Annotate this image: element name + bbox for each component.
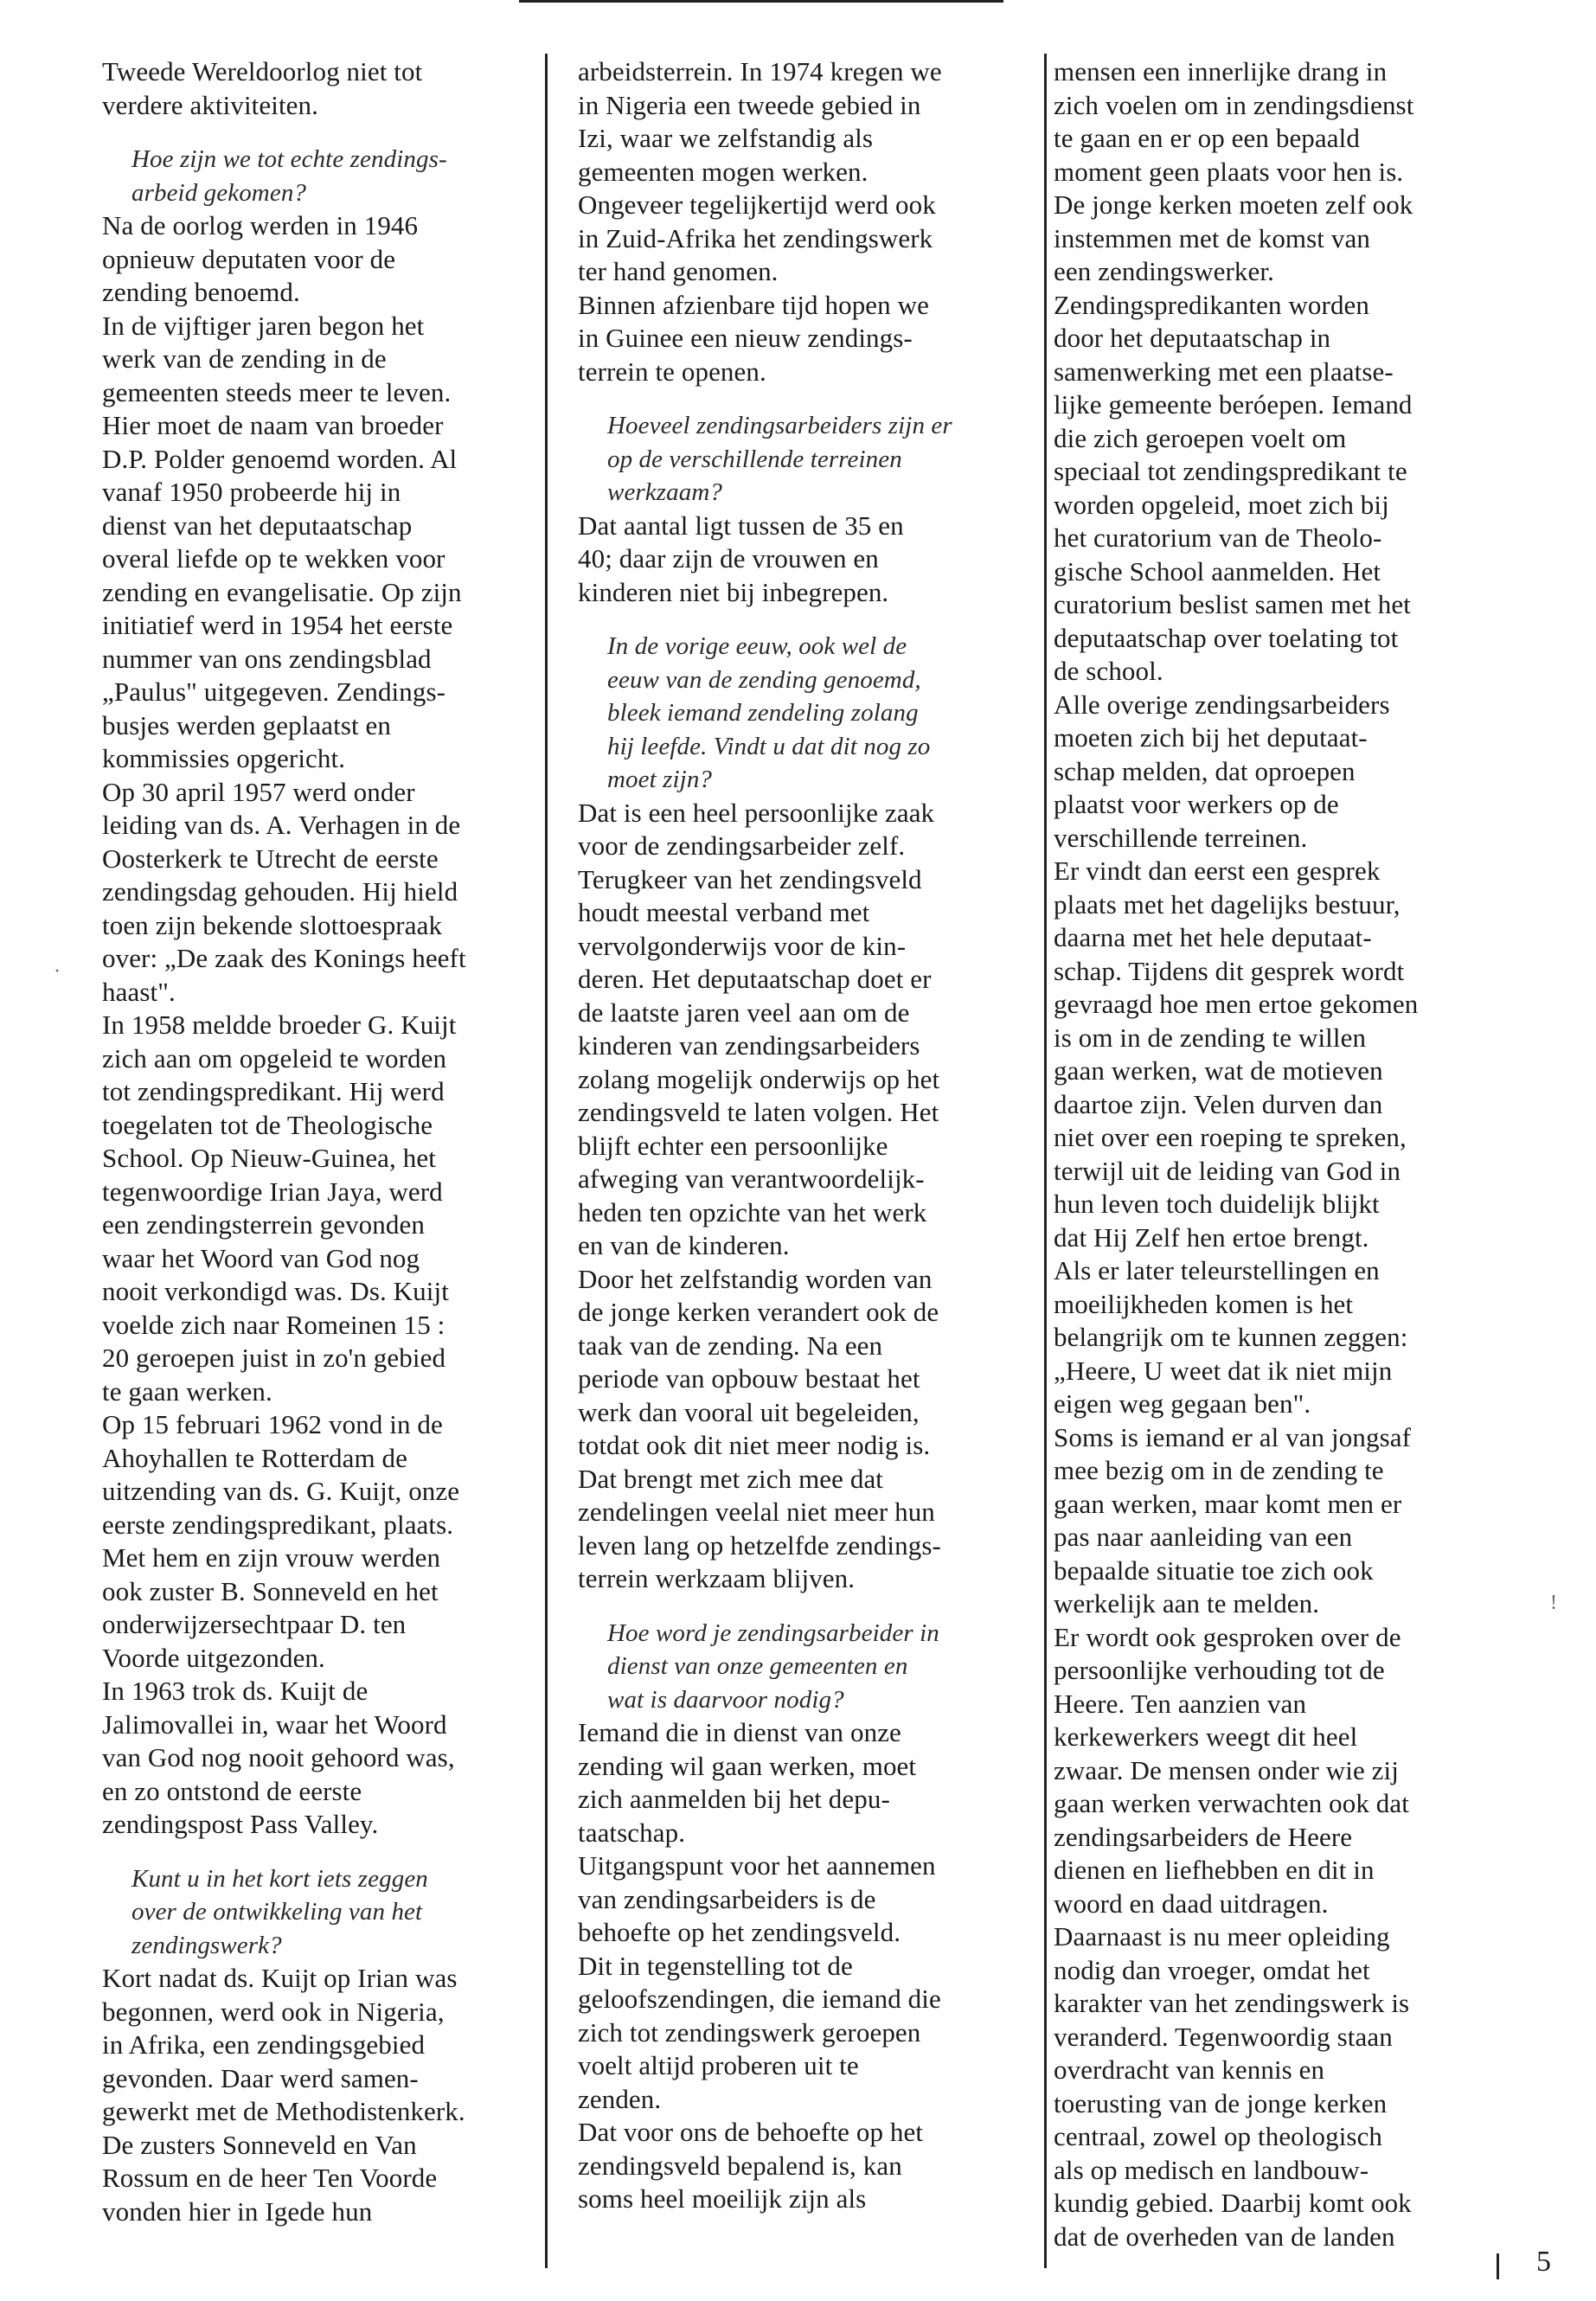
- text-line: afweging van verantwoordelijk-: [578, 1163, 925, 1194]
- text-line: eeuw van de zending genoemd,: [607, 665, 921, 694]
- paragraph: [102, 209, 552, 1842]
- text-line: persoonlijke verhouding tot de: [1054, 1655, 1385, 1685]
- text-line: centraal, zowel op theologisch: [1054, 2121, 1383, 2151]
- text-line: uitzending van ds. G. Kuijt, onze: [102, 1476, 460, 1506]
- text-line: zwaar. De mensen onder wie zij: [1054, 1754, 1399, 1785]
- text-line: dat Hij Zelf hen ertoe brengt.: [1054, 1221, 1369, 1253]
- paragraph: [578, 1716, 1028, 2216]
- interview-question: [131, 1862, 552, 1963]
- text-line: nooit verkondigd was. Ds. Kuijt: [102, 1276, 449, 1306]
- text-line: Oosterkerk te Utrecht de eerste: [102, 843, 439, 874]
- text-line: ter hand genomen.: [578, 256, 779, 286]
- text-line: daartoe zijn. Velen durven dan: [1054, 1088, 1383, 1119]
- text-line: In de vijftiger jaren begon het: [102, 310, 425, 341]
- text-line: lijke gemeente beróepen. Iemand: [1054, 389, 1413, 420]
- text-line: Izi, waar we zelfstandig als: [578, 123, 874, 153]
- text-line: haast".: [102, 976, 176, 1007]
- text-line: bleek iemand zendeling zolang: [607, 699, 919, 727]
- interview-question: [607, 1617, 1028, 1717]
- text-line: plaatst voor werkers op de: [1054, 789, 1339, 819]
- text-line: de laatste jaren veel aan om de: [578, 997, 910, 1028]
- text-line: dienst van het deputaatschap: [102, 510, 413, 541]
- text-line: deputaatschap over toelating tot: [1054, 622, 1399, 653]
- text-line: zich aanmelden bij het depu-: [578, 1784, 890, 1814]
- text-line: dienst van onze gemeenten en: [607, 1652, 908, 1680]
- text-line: gische School aanmelden. Het: [1054, 555, 1381, 586]
- text-line: houdt meestal verband met: [578, 897, 870, 927]
- text-line: Ahoyhallen te Rotterdam de: [102, 1442, 407, 1473]
- text-line: moeilijkheden komen is het: [1054, 1288, 1354, 1319]
- text-line: zendingsveld bepalend is, kan: [578, 2150, 902, 2181]
- text-line: zending wil gaan werken, moet: [578, 1750, 917, 1781]
- text-line: Dat aantal ligt tussen de 35 en: [578, 510, 904, 541]
- text-line: en van de kinderen.: [578, 1230, 790, 1260]
- text-line: Dit in tegenstelling tot de: [578, 1950, 853, 1981]
- text-line: van God nog nooit gehoord was,: [102, 1742, 455, 1772]
- text-line: wat is daarvoor nodig?: [607, 1685, 844, 1714]
- text-line: D.P. Polder genoemd worden. Al: [102, 443, 458, 474]
- text-line: de jonge kerken verandert ook de: [578, 1297, 939, 1327]
- text-line: zenden.: [578, 2083, 662, 2114]
- text-line: zendelingen veelal niet meer hun: [578, 1497, 935, 1527]
- text-line: werk van de zending in de: [102, 343, 387, 374]
- text-line: het curatorium van de Theolo-: [1054, 522, 1382, 553]
- text-line: kinderen van zendingsarbeiders: [578, 1030, 920, 1061]
- text-line: moet zijn?: [607, 766, 713, 793]
- text-line: veranderd. Tegenwoordig staan: [1054, 2021, 1393, 2052]
- text-line: worden opgeleid, moet zich bij: [1054, 489, 1389, 520]
- text-line: Hoeveel zendingsarbeiders zijn er: [607, 412, 952, 439]
- text-line: mensen een innerlijke drang in: [1054, 56, 1388, 87]
- text-line: voelde zich naar Romeinen 15 :: [102, 1309, 445, 1340]
- text-line: opnieuw deputaten voor de: [102, 243, 396, 274]
- text-line: Alle overige zendingsarbeiders: [1054, 689, 1390, 720]
- text-line: dienen en liefhebben en dit in: [1054, 1855, 1375, 1885]
- text-line: periode van opbouw bestaat het: [578, 1363, 920, 1394]
- text-line: Kunt u in het kort iets zeggen: [131, 1864, 428, 1893]
- text-line: vanaf 1950 probeerde hij in: [102, 477, 401, 507]
- text-line: zendingsarbeiders de Heere: [1054, 1821, 1353, 1852]
- paragraph: [102, 55, 552, 122]
- text-line: tegenwoordige Irian Jaya, werd: [102, 1176, 443, 1207]
- text-line: moment geen plaats voor hen is.: [1054, 156, 1404, 187]
- text-line: In 1958 meldde broeder G. Kuijt: [102, 1009, 457, 1040]
- text-line: arbeid gekomen?: [131, 178, 307, 207]
- text-line: De jonge kerken moeten zelf ook: [1054, 189, 1413, 220]
- text-line: Heere. Ten aanzien van: [1054, 1688, 1307, 1719]
- text-line: toegelaten tot de Theologische: [102, 1109, 433, 1140]
- text-line: schap melden, dat oproepen: [1054, 755, 1356, 786]
- text-line: hun leven toch duidelijk blijkt: [1054, 1189, 1380, 1219]
- text-line: Door het zelfstandig worden van: [578, 1263, 933, 1294]
- column-2: [578, 55, 1028, 2216]
- column-3: [1054, 55, 1503, 2253]
- text-line: gaan werken, maar komt men er: [1054, 1488, 1402, 1519]
- text-line: ook zuster B. Sonneveld en het: [102, 1575, 439, 1606]
- page-end-rule: [1497, 2253, 1499, 2279]
- text-line: de school.: [1054, 656, 1163, 686]
- text-line: Hier moet de naam van broeder: [102, 410, 444, 440]
- text-line: Jalimovallei in, waar het Woord: [102, 1708, 447, 1740]
- text-line: hij leefde. Vindt u dat dit nog zo: [607, 732, 931, 760]
- text-line: School. Op Nieuw-Guinea, het: [102, 1143, 436, 1173]
- text-line: schap. Tijdens dit gesprek wordt: [1054, 955, 1405, 986]
- text-line: Hoe zijn we tot echte zendings-: [131, 145, 447, 173]
- text-line: taatschap.: [578, 1817, 686, 1848]
- text-line: Soms is iemand er al van jongsaf: [1054, 1421, 1412, 1452]
- text-line: Terugkeer van het zendingsveld: [578, 863, 922, 894]
- text-line: Binnen afzienbare tijd hopen we: [578, 289, 929, 320]
- text-line: een zendingsterrein gevonden: [102, 1209, 425, 1240]
- text-line: daarna met het hele deputaat-: [1054, 922, 1372, 952]
- text-line: Tweede Wereldoorlog niet tot: [102, 56, 423, 87]
- paragraph: [102, 1962, 552, 2228]
- text-line: kerkewerkers weegt dit heel: [1054, 1721, 1358, 1752]
- text-line: verdere aktiviteiten.: [102, 89, 318, 120]
- text-line: plaats met het dagelijks bestuur,: [1054, 888, 1401, 920]
- text-line: Uitgangspunt voor het aannemen: [578, 1850, 936, 1881]
- text-line: gaan werken, wat de motieven: [1054, 1055, 1383, 1086]
- text-line: „Heere, U weet dat ik niet mijn: [1054, 1355, 1393, 1386]
- text-line: leven lang op hetzelfde zendings-: [578, 1529, 941, 1561]
- margin-mark-right: !: [1550, 1592, 1557, 1614]
- text-line: over: „De zaak des Konings heeft: [102, 943, 466, 973]
- text-line: terwijl uit de leiding van God in: [1054, 1155, 1401, 1186]
- text-line: tot zendingspredikant. Hij werd: [102, 1076, 445, 1106]
- text-line: terrein werkzaam blijven.: [578, 1563, 856, 1593]
- text-line: begonnen, werd ook in Nigeria,: [102, 1996, 445, 2027]
- text-line: door het deputaatschap in: [1054, 323, 1331, 353]
- text-line: vonden hier in Igede hun: [102, 2195, 373, 2227]
- text-line: zendingsdag gehouden. Hij hield: [102, 876, 458, 907]
- text-line: bepaalde situatie toe zich ook: [1054, 1554, 1374, 1586]
- interview-question: [607, 409, 1028, 510]
- text-line: initiatief werd in 1954 het eerste: [102, 610, 453, 640]
- text-line: zich voelen om in zendingsdienst: [1054, 89, 1414, 120]
- text-line: die zich geroepen voelt om: [1054, 422, 1347, 453]
- text-line: Voorde uitgezonden.: [102, 1642, 325, 1673]
- text-line: speciaal tot zendingspredikant te: [1054, 456, 1407, 486]
- text-line: in Zuid-Afrika het zendingswerk: [578, 222, 933, 253]
- text-line: 20 geroepen juist in zo'n gebied: [102, 1343, 446, 1373]
- paragraph: [578, 55, 1028, 388]
- text-line: Daarnaast is nu meer opleiding: [1054, 1921, 1390, 1952]
- text-line: Dat voor ons de behoefte op het: [578, 2117, 924, 2147]
- text-line: werkelijk aan te melden.: [1054, 1588, 1320, 1618]
- text-line: vervolgonderwijs voor de kin-: [578, 930, 907, 961]
- text-line: woord en daad uitdragen.: [1054, 1888, 1329, 1919]
- column-divider-2: [1044, 54, 1047, 2268]
- text-line: te gaan werken.: [102, 1375, 272, 1407]
- text-line: gemeenten steeds meer te leven.: [102, 376, 452, 407]
- text-line: werk dan vooral uit begeleiden,: [578, 1396, 920, 1427]
- paragraph: [578, 510, 1028, 610]
- text-line: In 1963 trok ds. Kuijt de: [102, 1676, 369, 1706]
- text-line: zendingsveld te laten volgen. Het: [578, 1097, 939, 1127]
- text-line: kinderen niet bij inbegrepen.: [578, 576, 889, 607]
- text-line: eigen weg gegaan ben".: [1054, 1388, 1311, 1419]
- text-line: mee bezig om in de zending te: [1054, 1455, 1384, 1485]
- text-line: moeten zich bij het deputaat-: [1054, 722, 1368, 753]
- text-line: Zendingspredikanten worden: [1054, 289, 1370, 320]
- text-line: werkzaam?: [607, 478, 723, 506]
- interview-question: [131, 143, 552, 209]
- text-line: waar het Woord van God nog: [102, 1242, 420, 1273]
- text-line: Kort nadat ds. Kuijt op Irian was: [102, 1963, 458, 1993]
- text-line: Er wordt ook gesproken over de: [1054, 1621, 1401, 1652]
- text-line: te gaan en er op een bepaald: [1054, 123, 1360, 153]
- text-line: 40; daar zijn de vrouwen en: [578, 543, 879, 574]
- text-line: over de ontwikkeling van het: [131, 1898, 423, 1926]
- text-line: gewerkt met de Methodistenkerk.: [102, 2096, 465, 2126]
- text-line: op de verschillende terreinen: [607, 445, 902, 473]
- text-line: terrein te openen.: [578, 356, 766, 387]
- text-line: Dat brengt met zich mee dat: [578, 1463, 884, 1494]
- text-line: Er vindt dan eerst een gesprek: [1054, 856, 1381, 886]
- text-line: „Paulus" uitgegeven. Zendings-: [102, 676, 446, 707]
- text-line: zich aan om opgeleid te worden: [102, 1042, 447, 1074]
- text-line: gaan werken verwachten ook dat: [1054, 1788, 1409, 1818]
- text-line: dat de overheden van de landen: [1054, 2221, 1395, 2252]
- text-line: gemeenten mogen werken.: [578, 156, 869, 187]
- paragraph: [1054, 55, 1503, 2253]
- text-line: Op 15 februari 1962 vond in de: [102, 1409, 443, 1439]
- text-line: een zendingswerker.: [1054, 256, 1274, 286]
- text-line: Ongeveer tegelijkertijd werd ook: [578, 189, 936, 220]
- interview-question: [607, 630, 1028, 797]
- text-line: is om in de zending te willen: [1054, 1022, 1367, 1053]
- text-line: geloofszendingen, die iemand die: [578, 1984, 941, 2014]
- text-line: Na de oorlog werden in 1946: [102, 210, 419, 240]
- text-line: in Guinee een nieuw zendings-: [578, 323, 913, 353]
- text-line: karakter van het zendingswerk is: [1054, 1988, 1410, 2018]
- text-line: gevraagd hoe men ertoe gekomen: [1054, 989, 1419, 1019]
- paragraph: [578, 797, 1028, 1596]
- text-line: in Nigeria een tweede gebied in: [578, 89, 921, 120]
- text-line: nodig dan vroeger, omdat het: [1054, 1954, 1370, 1985]
- text-line: De zusters Sonneveld en Van: [102, 2129, 417, 2160]
- text-line: in Afrika, een zendingsgebied: [102, 2029, 426, 2060]
- text-line: toen zijn bekende slottoespraak: [102, 909, 443, 940]
- text-line: eerste zendingspredikant, plaats.: [102, 1509, 454, 1540]
- text-line: overdracht van kennis en: [1054, 2054, 1325, 2085]
- text-line: gevonden. Daar werd samen-: [102, 2062, 419, 2093]
- text-line: blijft echter een persoonlijke: [578, 1130, 888, 1161]
- text-line: soms heel moeilijk zijn als: [578, 2183, 867, 2214]
- text-line: behoefte op het zendingsveld.: [578, 1917, 901, 1947]
- top-rule: [519, 0, 1003, 3]
- text-line: van zendingsarbeiders is de: [578, 1883, 876, 1914]
- text-line: Op 30 april 1957 werd onder: [102, 776, 415, 807]
- text-line: Rossum en de heer Ten Voorde: [102, 2163, 438, 2193]
- text-line: belangrijk om te kunnen zeggen:: [1054, 1322, 1408, 1352]
- text-line: overal liefde op te wekken voor: [102, 543, 445, 574]
- text-line: samenwerking met een plaatse-: [1054, 356, 1394, 387]
- text-line: Met hem en zijn vrouw werden: [102, 1542, 441, 1573]
- text-line: busjes werden geplaatst en: [102, 709, 392, 740]
- text-line: Hoe word je zendingsarbeider in: [607, 1618, 939, 1647]
- text-line: taak van de zending. Na een: [578, 1330, 883, 1361]
- text-line: nummer van ons zendingsblad: [102, 643, 432, 674]
- text-line: arbeidsterrein. In 1974 kregen we: [578, 56, 942, 87]
- text-line: verschillende terreinen.: [1054, 822, 1308, 853]
- text-line: zich tot zendingswerk geroepen: [578, 2016, 921, 2048]
- text-line: en zo ontstond de eerste: [102, 1775, 362, 1806]
- text-line: deren. Het deputaatschap doet er: [578, 964, 932, 994]
- text-line: leiding van ds. A. Verhagen in de: [102, 810, 461, 840]
- margin-mark-left: ·: [54, 960, 61, 983]
- text-line: Als er later teleurstellingen en: [1054, 1255, 1380, 1285]
- text-line: kommissies opgericht.: [102, 743, 346, 773]
- text-line: onderwijzersechtpaar D. ten: [102, 1609, 407, 1639]
- text-line: zending benoemd.: [102, 277, 300, 307]
- text-line: zendingspost Pass Valley.: [102, 1809, 379, 1839]
- text-line: pas naar aanleiding van een: [1054, 1522, 1353, 1552]
- page-number: 5: [1536, 2246, 1551, 2278]
- text-line: In de vorige eeuw, ook wel de: [607, 632, 907, 660]
- text-line: totdat ook dit niet meer nodig is.: [578, 1430, 931, 1460]
- text-line: voelt altijd proberen uit te: [578, 2050, 859, 2080]
- text-line: Dat is een heel persoonlijke zaak: [578, 797, 935, 828]
- text-line: voor de zendingsarbeider zelf.: [578, 830, 906, 861]
- text-line: curatorium beslist samen met het: [1054, 589, 1411, 619]
- column-1: [102, 55, 552, 2228]
- text-line: heden ten opzichte van het werk: [578, 1196, 927, 1227]
- text-line: zendingswerk?: [131, 1931, 282, 1959]
- text-line: instemmen met de komst van: [1054, 222, 1370, 253]
- text-line: zending en evangelisatie. Op zijn: [102, 576, 462, 607]
- text-line: zolang mogelijk onderwijs op het: [578, 1063, 940, 1094]
- text-line: als op medisch en landbouw-: [1054, 2154, 1369, 2185]
- text-line: toerusting van de jonge kerken: [1054, 2087, 1388, 2118]
- text-line: niet over een roeping te spreken,: [1054, 1122, 1407, 1152]
- text-line: kundig gebied. Daarbij komt ook: [1054, 2188, 1412, 2218]
- text-line: Iemand die in dienst van onze: [578, 1717, 901, 1747]
